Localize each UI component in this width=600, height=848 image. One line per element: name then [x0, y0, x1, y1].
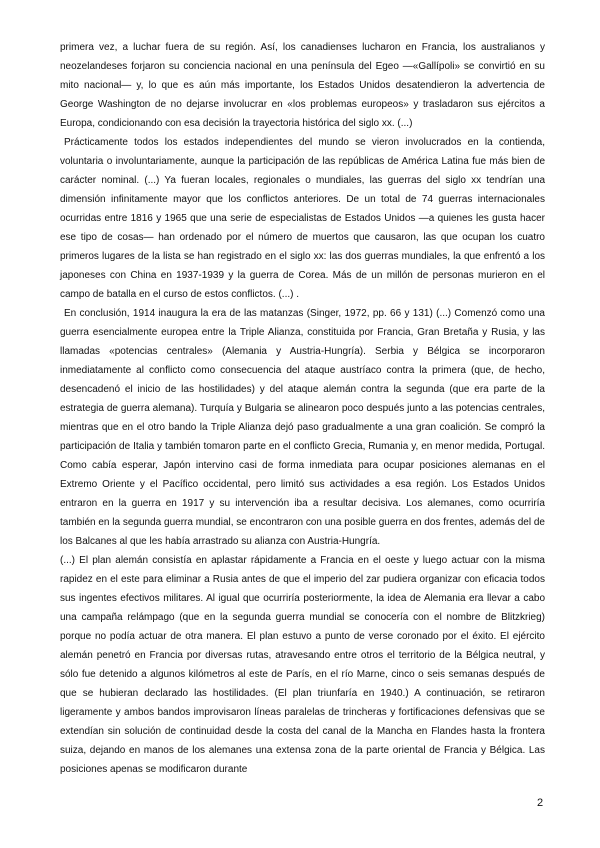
paragraph-3: En conclusión, 1914 inaugura la era de las matanzas (Singer, 1972, pp. 66 y 131) (...) Comenzó como una guerra esencialmente europea entre la Triple Alianza, constituida por Francia, Gran Bretaña y Rusia, y las llamadas «potencias centrales» (Alemania y Austria-Hungría). Serbia y Bélgica se incorporaron inmediatamente al conflicto como consecuencia del ataque austríaco contra la primera (que, de hecho, desencadenó el inicio de las hostilidades) y del ataque alemán contra la segunda (que era parte de la estrategia de guerra alemana). Turquía y Bulgaria se alinearon poco después junto a las potencias centrales, mientras que en el otro bando la Triple Alianza dejó paso gradualmente a una gran coalición. Se compró la participación de Italia y también tomaron parte en el conflicto Grecia, Rumania y, en menor medida, Portugal. Como cabía esperar, Japón intervino casi de forma inmediata para ocupar posiciones alemanas en el Extremo Oriente y el Pacífico occidental, pero limitó sus actividades a esa región. Los Estados Unidos entraron en la guerra en 1917 y su intervención iba a resultar decisiva. Los alemanes, como ocurriría también en la segunda guerra mundial, se encontraron con una posible guerra en dos frentes, además del de los Balcanes al que les había arrastrado su alianza con Austria-Hungría.	[60, 308, 545, 547]
page-number: 2	[537, 797, 544, 809]
paragraph-1: primera vez, a luchar fuera de su región. Así, los canadienses lucharon en Francia, los australianos y neozelandeses forjaron su conciencia nacional en una península del Egeo —«Gallípoli» se convirtió en su mito nacional— y, lo que es aún más importante, los Estados Unidos desatendieron la advertencia de George Washington de no dejarse involucrar en «los problemas europeos» y trasladaron sus ejércitos a Europa, condicionando con esa decisión la trayectoria histórica del siglo xx. (...)	[60, 42, 545, 129]
body-text	[60, 38, 545, 779]
paragraph-4: (...) El plan alemán consistía en aplastar rápidamente a Francia en el oeste y luego actuar con la misma rapidez en el este para eliminar a Rusia antes de que el imperio del zar pudiera organizar con eficacia todos sus ingentes efectivos militares. Al igual que ocurriría posteriormente, la idea de Alemania era llevar a cabo una campaña relámpago (que en la segunda guerra mundial se conocería con el nombre de Blitzkrieg) porque no podía actuar de otra manera. El plan estuvo a punto de verse coronado por el éxito. El ejército alemán penetró en Francia por diversas rutas, atravesando entre otros el territorio de la Bélgica neutral, y sólo fue detenido a algunos kilómetros al este de París, en el río Marne, cinco o seis semanas después de que se hubieran declarado las hostilidades. (El plan triunfaría en 1940.) A continuación, se retiraron ligeramente y ambos bandos improvisaron líneas paralelas de trincheras y fortificaciones defensivas que se extendían sin solución de continuidad desde la costa del canal de la Mancha en Flandes hasta la frontera suiza, dejando en manos de los alemanes una extensa zona de la parte oriental de Francia y Bélgica. Las posiciones apenas se modificaron durante	[60, 555, 545, 775]
paragraph-2: Prácticamente todos los estados independientes del mundo se vieron involucrados en la contienda, voluntaria o involuntariamente, aunque la participación de las repúblicas de América Latina fue más bien de carácter nominal. (...) Ya fueran locales, regionales o mundiales, las guerras del siglo xx tendrían una dimensión infinitamente mayor que los conflictos anteriores. De un total de 74 guerras internacionales ocurridas entre 1816 y 1965 que una serie de especialistas de Estados Unidos —a quienes les gusta hacer ese tipo de cosas— han ordenado por el número de muertos que causaron, las que ocupan los cuatro primeros lugares de la lista se han registrado en el siglo xx: las dos guerras mundiales, la que enfrentó a los japoneses con China en 1937-1939 y la guerra de Corea. Más de un millón de personas murieron en el campo de batalla en el curso de estos conflictos. (...) .	[60, 137, 545, 300]
